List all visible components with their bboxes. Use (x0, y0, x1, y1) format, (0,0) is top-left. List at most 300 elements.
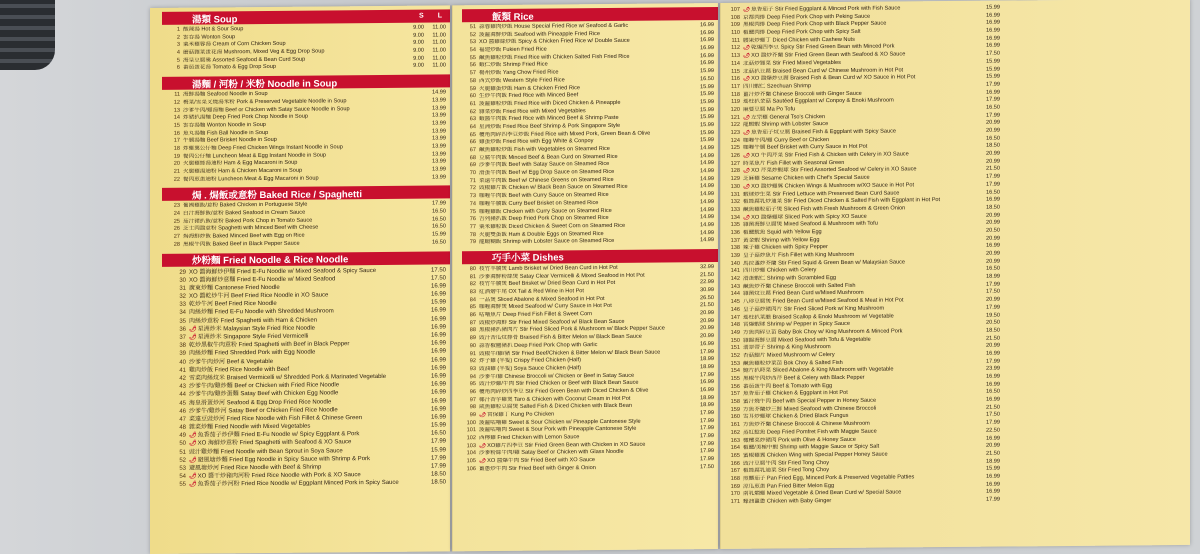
item-number: 49 (179, 432, 186, 439)
item-name: 豉汁炒雞/牛肉 Stir Fried Chicken or Beef with Black Bean Sauce (479, 379, 639, 388)
item-price: 19.50 (986, 312, 1000, 319)
item-name: 梅菜/雪菜叉燒湯米粉 Pork & Preserved Vegetable Noodle in Soup (183, 98, 347, 106)
item-name: 黑椒牛肉飯 Baked Beef in Black Pepper Sauce (183, 240, 300, 248)
item-name: 黑椒牛肉炒西芹 Beef & Celery with Black Pepper (743, 374, 865, 382)
item-name: XO 醬爆雞球 Sliced Pork with Spicy XO Sauce (751, 213, 867, 221)
item-number: 89 (469, 335, 476, 342)
item-name: 福建炒飯 Fukien Fried Rice (479, 46, 547, 54)
item-number: 2 (176, 34, 180, 41)
item-name: 豉椒雞片飯 Chicken w/ Black Bean Sauce on Steamed Rice (479, 184, 628, 192)
item-number: 128 (730, 168, 740, 175)
item-number: 91 (469, 350, 476, 357)
item-name: 肉絲炒意粉 Fried Spaghetti with Ham & Chicken (189, 317, 318, 325)
item-price-large: 11.00 (432, 55, 446, 62)
item-number: 168 (730, 475, 740, 482)
item-number: 79 (469, 239, 476, 246)
item-number: 14 (173, 114, 180, 121)
item-number: 97 (469, 396, 476, 403)
item-number: 15 (173, 122, 180, 129)
item-name: 咖喱海鮮煲 Mixed Seafood w/ Curry Sauce in Hot Pot (479, 303, 612, 311)
item-number: 130 (730, 183, 740, 190)
item-number: 154 (730, 368, 740, 375)
item-name: XO 芹菜炒蝦球 Stir Fried Assorted Seafood w/ Celery in XO Sauce (751, 166, 917, 175)
item-price-small: 9.00 (413, 47, 424, 54)
item-price: 14.99 (700, 183, 714, 190)
item-number: 158 (730, 398, 740, 405)
item-price: 16.99 (430, 348, 446, 355)
item-name: 椰汁香芋雞煲 Taro & Chicken with Coconut Cream in Hot Pot (479, 395, 631, 403)
item-price: 16.99 (700, 387, 714, 394)
item-price-small: 9.00 (413, 55, 424, 62)
item-number: 41 (179, 367, 186, 374)
item-name: 粟米雞粒飯 Diced Chicken & Sweet Corn on Steamed Rice (479, 222, 626, 231)
item-price: 16.99 (986, 89, 1000, 96)
chili-icon: 🌶 (189, 457, 197, 464)
item-price: 16.99 (430, 414, 446, 421)
item-number: 116 (731, 76, 740, 83)
menu-item (168, 63, 446, 73)
item-price: 14.99 (700, 168, 714, 175)
item-number: 36 (179, 326, 186, 333)
item-number: 56 (469, 62, 476, 69)
item-name: XO 醬海鮮炒意麵 Fried E-Fu Noodle w/ Mixed Seafood (189, 276, 336, 284)
item-number: 54 (469, 47, 476, 54)
item-name: 方魚芥蘭炒三鮮 Mixed Seafood with Chinese Broccoli (743, 405, 877, 413)
item-number: 110 (731, 29, 740, 36)
item-name: 菠蘿雞粒炒飯 Fried Rice with Diced Chicken & Pineapple (479, 99, 621, 108)
item-number: 104 (466, 450, 476, 457)
chili-icon: 🌶 (743, 168, 751, 175)
item-name: 咖喱牛肉/雞 Curry Beef or Chicken (743, 136, 830, 144)
section-title: 飯類 Rice (492, 11, 534, 23)
item-number: 122 (730, 122, 740, 129)
item-number: 121 (730, 114, 740, 121)
item-number: 134 (730, 214, 740, 221)
item-name: 蒜香椒鹽豬扒 Deep Fried Pork Chop with Garlic (479, 341, 598, 349)
item-number: 32 (179, 293, 186, 300)
item-price: 16.99 (430, 340, 446, 347)
item-number: 140 (730, 260, 740, 267)
item-number: 64 (469, 124, 476, 131)
item-price: 15.99 (986, 73, 1000, 80)
item-number: 37 (179, 334, 186, 341)
item-number: 165 (730, 452, 740, 459)
item-name: 菠蘿咕嚕雞 Sweet & Sour Chicken w/ Pineapple Cantonese Style (479, 418, 641, 426)
item-number: 147 (730, 314, 740, 321)
item-name: 雲吞湯 Wonton Soup (183, 33, 236, 41)
item-price: 13.99 (432, 120, 446, 127)
item-name: 宮爆蝦球 Shrimp w/ Pepper in Spicy Sauce (743, 321, 850, 329)
item-name: 椒絲腐乳炒通菜 Stir Fried Diced Chicken & Salted Fish with Eggplant in Hot Pot (743, 197, 941, 206)
item-price: 17.50 (986, 50, 1000, 57)
item-name: 椒鹽/美極中蝦 Shrimp with Maggie Sauce or Spicy Salt (743, 443, 880, 452)
item-name: 菠蘿海鮮炒飯 Seafood with Pineapple Fried Rice (479, 30, 600, 38)
item-number: 39 (179, 351, 186, 358)
item-price: 21.50 (700, 302, 714, 309)
item-price: 14.99 (432, 89, 446, 96)
item-number: 61 (469, 101, 476, 108)
item-price: 16.99 (986, 396, 1000, 403)
item-number: 40 (179, 359, 186, 366)
chili-icon: 🌶 (743, 45, 751, 52)
item-price: 15.99 (986, 465, 1000, 472)
item-price: 16.50 (986, 104, 1000, 111)
item-number: 92 (469, 358, 476, 365)
item-name: 咕嚕魚片 Deep Fried Fish Fillet & Sweet Corn (479, 311, 593, 319)
item-number: 139 (730, 252, 740, 259)
item-name: 煎釀茄子 Pan Fried Egg, Minced Pork & Preserved Vegetable Patties (743, 474, 915, 482)
item-name: 雜菜炒麵 Fried Noodle with Mixed Vegetables (189, 423, 311, 431)
item-name: XO 醬海鮮炒伊麵 Fried E-Fu Noodle w/ Mixed Seafood & Spicy Sauce (189, 267, 377, 276)
item-price: 13.99 (432, 127, 446, 135)
item-number: 46 (179, 408, 186, 415)
item-number: 124 (730, 137, 740, 144)
item-name: 蝦醬牛肉飯 Fried Rice with Minced Beef & Shrimp Paste (479, 115, 619, 123)
item-price: 20.99 (986, 250, 1000, 257)
item-name: 滑蛋蝦仁 Shrimp with Scrambled Egg (743, 275, 836, 282)
item-number: 146 (730, 306, 740, 313)
item-name: 枝竹牛腩煲 Beef Brisket w/ Dried Bean Curd in Hot Pot (479, 280, 616, 288)
item-number: 71 (469, 177, 476, 184)
item-price: 18.99 (986, 458, 1000, 465)
item-number: 75 (469, 208, 476, 215)
item-number: 150 (730, 337, 740, 344)
item-name: 炸子雞 (半隻) Crispy Fried Chicken (Half) (479, 357, 581, 365)
item-number: 54 (179, 473, 186, 480)
item-number: 88 (469, 327, 476, 334)
item-price: 21.50 (700, 271, 714, 278)
chili-icon: 🌶 (743, 129, 751, 136)
item-name: 餐肉公仔麵 Luncheon Meat & Egg Instant Noodle in Soup (183, 152, 327, 160)
item-number: 148 (730, 322, 740, 329)
item-name: 焗海鮮炒飯 Baked Minced Beef with Egg on Rice (183, 232, 305, 240)
item-price: 22.99 (700, 279, 714, 286)
item-price: 17.99 (700, 425, 714, 432)
item-number: 26 (173, 226, 180, 233)
item-price: 16.50 (432, 216, 446, 223)
item-number: 62 (469, 108, 476, 115)
item-name: 皇子菇炒豬肉片 Stir Fried Sliced Pork w/ King Mushroom (743, 305, 885, 313)
item-name: 雲吞湯麵 Wonton Noodle in Soup (183, 121, 266, 129)
item-number: 85 (469, 304, 476, 311)
item-price: 17.99 (430, 438, 446, 445)
item-number: 117 (731, 83, 740, 90)
item-number: 164 (730, 445, 740, 452)
item-name: 豉油雞 (半隻) Soya Sauce Chicken (Half) (479, 365, 581, 373)
item-number: 90 (469, 342, 476, 350)
item-name: 火腿雙蛋飯 Ham & Double Eggs on Steamed Rice (479, 230, 604, 238)
item-number: 19 (173, 153, 180, 160)
item-price: 18.50 (986, 142, 1000, 150)
item-number: 162 (730, 429, 740, 436)
item-price: 16.99 (430, 324, 446, 331)
item-number: 59 (469, 85, 476, 92)
item-name: 星洲炒飯 Fried Rice Beef Shrimp & Pork Singapore Style (479, 122, 621, 131)
item-name: 火腿雞絲湯通粉 Ham & Egg Macaroni in Soup (183, 160, 298, 168)
item-number: 127 (730, 160, 740, 167)
item-price: 15.99 (700, 91, 714, 98)
size-small-label: S (419, 12, 424, 20)
item-name: 雜錦海鮮豆腐 Mixed Seafood with Tofu & Vegetable (743, 336, 871, 344)
item-price: 15.99 (700, 114, 714, 121)
item-price: 16.50 (432, 208, 446, 215)
item-name: 翡翠帶子 Shrimp & King Mushroom (743, 344, 831, 352)
item-price: 17.99 (986, 173, 1000, 180)
item-name: 黃金蝦 Shrimp with Yellow Egg (743, 236, 820, 244)
item-price: 16.99 (430, 307, 446, 314)
item-price: 15.99 (700, 137, 714, 144)
item-number: 159 (730, 406, 740, 413)
item-number: 13 (173, 107, 180, 114)
item-name: XO 牛肉芹菜 Stir Fried Fish & Chicken with Celery in XO Sauce (751, 151, 909, 159)
item-number: 163 (730, 437, 740, 444)
item-name: 黑椒肉排 Deep Fried Pork Chop with Black Pepper Sauce (743, 20, 887, 29)
item-name: 咸魚雞粒豆腐煲 Salted Fish & Diced Chicken with Black Bean (479, 403, 632, 411)
item-number: 69 (469, 162, 476, 169)
section-header-baked (162, 186, 450, 202)
item-name: 方魚炒芥蘭 Chinese Broccoli & Chinese Mushroom (743, 420, 870, 428)
item-name: 避風塘炒河 Fried Rice Noodle with Beef & Shrimp (189, 464, 322, 472)
item-name: XO 醬雞絲炒飯 Spicy & Chicken Fried Rice w/ Double Sauce (479, 38, 630, 46)
item-number: 38 (179, 342, 186, 349)
item-number: 105 (466, 458, 476, 465)
item-name: 咖喱雞飯 Chicken with Curry Sauce on Steamed Rice (479, 207, 612, 215)
item-name: 時菜魚片 Fish Fillet with Seasonal Green (743, 159, 845, 167)
rice-list (452, 22, 718, 247)
item-price: 16.99 (430, 365, 446, 372)
menu-item (464, 464, 714, 474)
section-header-dishes (462, 249, 718, 264)
item-price-large: 11.00 (432, 39, 446, 46)
item-name: 魚香茄子炒伊麵 Fried E-Fu Noodle w/ Spicy Eggplant & Pork (197, 431, 360, 439)
item-name: XO 海鮮炒意粉 Fried Spaghetti with Seafood & XO Sauce (197, 439, 352, 448)
item-name: 豉汁雞炒麵 Fried Noodle with Bean Sprout in Soya Sauce (189, 447, 343, 456)
item-number: 166 (730, 460, 740, 467)
item-name: 黑椒豬扒豬肉片 Stir Fried Sliced Pork & Mushroom w/ Black Pepper Sauce (479, 325, 665, 334)
item-number: 22 (173, 176, 180, 183)
item-name: XO 醬炒雞翼 Chicken Wings & Mushroom w/XO Sauce in Hot Pot (751, 182, 915, 190)
item-number: 98 (469, 404, 476, 411)
noodle-soup-list (150, 90, 450, 185)
item-price: 16.99 (986, 435, 1000, 442)
section-title: 巧手小菜 Dishes (492, 252, 564, 265)
item-price-large: 11.00 (432, 47, 446, 54)
item-number: 84 (469, 296, 476, 303)
item-price: 16.99 (986, 242, 1000, 250)
item-price: 16.99 (430, 381, 446, 388)
item-number: 12 (173, 99, 180, 106)
menu-fold (450, 5, 453, 551)
item-price: 15.99 (700, 106, 714, 113)
item-price: 14.99 (700, 160, 714, 167)
item-name: 茄汁豬扒飯/意粉 Baked Pork Chop in Tomato Sauce (183, 217, 313, 225)
item-number: 142 (730, 275, 740, 282)
item-name: 魚香茄子炆豆腐 Braised Fish & Eggplant with Spicy Sauce (751, 128, 896, 136)
item-price: 16.99 (986, 196, 1000, 203)
item-price: 16.99 (986, 350, 1000, 357)
item-number: 126 (730, 152, 740, 159)
item-name: 沙爹海鮮粉絲煲 Satay Clear Vermicelli & Mixed Seafood in Hot Pot (479, 272, 645, 280)
section-title: 湯類 Soup (192, 13, 238, 26)
item-name: XO 醬炒芥蘭 Stir Fried Green Bean with Seafood & XO Sauce (751, 51, 906, 59)
chili-icon: 🌶 (479, 442, 487, 449)
item-number: 18 (173, 145, 180, 152)
item-name: 皇子菇炒魚片 Fish Fillet with King Mushroom (743, 251, 855, 259)
item-price: 17.99 (700, 456, 714, 463)
item-price: 18.99 (700, 356, 714, 363)
menu-item (168, 239, 446, 249)
item-number: 43 (179, 383, 186, 390)
item-price: 17.99 (700, 448, 714, 455)
item-price: 16.99 (430, 291, 446, 298)
item-name: 星洲炒米 Malaysian Style Fried Rice Noodle (197, 325, 315, 333)
item-name: 瑤柱扒金菇 Sautéed Eggplant w/ Conpoy & Enoki Mushroom (743, 97, 894, 106)
item-name: 杏菇鮑片 Mixed Mushroom w/ Celery (743, 351, 835, 359)
item-name: 薑蔥炒牛肉 Stir Fried Beef with Ginger & Onion (479, 464, 596, 472)
item-price: 15.99 (700, 129, 714, 136)
section-header-rice (462, 7, 718, 22)
item-name: 四川炒雞 Chicken with Celery (743, 267, 817, 275)
item-price: 16.50 (986, 135, 1000, 142)
item-price: 17.99 (986, 419, 1000, 426)
item-price: 20.99 (700, 317, 714, 324)
item-price: 20.50 (986, 227, 1000, 234)
item-number: 101 (466, 427, 476, 434)
item-number: 78 (469, 231, 476, 238)
section-title: 炒粉麵 Fried Noodle & Rice Noodle (192, 254, 349, 267)
item-price: 16.50 (986, 388, 1000, 396)
item-name: 肉絲炒麵 Fried E-Fu Noodle with Shredded Mushroom (189, 308, 334, 317)
item-number: 151 (730, 345, 740, 352)
item-name: 紅酒燴牛尾 OX Tail & Red Wine in Hot Pot (479, 288, 584, 296)
item-name: 沙爹牛肉飯 Beef with Satay Sauce on Steamed Rice (479, 161, 610, 169)
item-number: 25 (173, 218, 180, 225)
item-price: 17.99 (986, 181, 1000, 188)
item-price: 20.99 (700, 325, 714, 332)
item-price: 16.99 (430, 406, 446, 413)
item-price: 16.99 (430, 389, 446, 396)
item-name: 楊州炒飯 Yang Chow Fried Rice (479, 69, 559, 77)
item-price: 17.99 (986, 81, 1000, 88)
item-name: 四川蝦仁 Szechuan Shrimp (743, 83, 812, 90)
item-name: XO 醬乾炒牛河 Beef Fried Rice Noodle in XO Sauce (189, 292, 329, 300)
item-name: 酸辣湯 Hot & Sour Soup (183, 26, 244, 33)
menu-panel-middle (452, 3, 718, 551)
item-name: 龍蝦糊飯 Shrimp with Lobster Sauce on Steamed Rice (479, 238, 615, 246)
item-number: 156 (730, 383, 740, 390)
item-number: 135 (730, 222, 740, 229)
item-name: 雞肉炒飯 Fried Rice Noodle with Beef (189, 366, 290, 374)
item-number: 137 (730, 237, 740, 244)
item-price: 18.99 (986, 273, 1000, 280)
item-number: 112 (731, 45, 740, 52)
item-number: 5 (176, 57, 180, 64)
item-price: 16.99 (430, 332, 446, 339)
item-price: 16.99 (700, 22, 714, 29)
item-name: 乾炒黑椒牛肉意粉 Fried Spaghetti with Beef in Black Pepper (189, 341, 350, 349)
item-price: 20.99 (986, 219, 1000, 226)
item-name: 椒絲腐乳通菜 Stir Fried Tong Choy (743, 467, 830, 475)
item-price-large: 11.00 (432, 24, 446, 31)
item-price: 26.50 (700, 294, 714, 301)
item-name: 菜遠牛肉飯 Beef w/ Chinese Greens on Steamed Rice (479, 176, 614, 184)
item-price: 15.99 (700, 68, 714, 75)
item-price: 17.99 (700, 371, 714, 378)
item-price: 21.50 (986, 335, 1000, 342)
item-name: 豉椒牛/雞/豬 Stir Fried Beef/Chicken & Bitter Melon w/ Black Bean Sauce (479, 349, 661, 357)
item-price: 15.99 (986, 58, 1000, 65)
item-name: 避風塘炒麵 Fried Egg Noodle in Spicy Sauce with Shrimp & Pork (197, 455, 371, 464)
item-price: 18.50 (986, 327, 1000, 334)
item-price: 16.99 (986, 381, 1000, 388)
item-price: 20.99 (986, 127, 1000, 134)
item-price: 16.50 (986, 265, 1000, 273)
soup-list (150, 24, 450, 73)
item-number: 11 (174, 91, 180, 98)
item-number: 129 (730, 175, 740, 183)
item-name: 椒鹽魷魚 Squid with Yellow Egg (743, 229, 822, 236)
item-number: 66 (469, 139, 476, 146)
item-price: 16.99 (986, 27, 1000, 34)
item-price: 20.99 (700, 333, 714, 340)
item-number: 138 (730, 245, 740, 252)
item-number: 93 (469, 366, 476, 373)
item-number: 171 (730, 498, 740, 505)
item-number: 94 (469, 373, 476, 380)
chili-icon: 🌶 (743, 214, 751, 221)
item-name: 北菇炒雜菜 Stir Fried Mixed Vegetables (743, 59, 841, 67)
item-number: 108 (730, 14, 740, 21)
item-price: 17.99 (986, 112, 1000, 119)
item-number: 143 (730, 283, 740, 290)
item-name: 鹹魚雞粒茄子煲 Sliced Fish with Fresh Mushroom & Green Onion (743, 205, 906, 213)
item-name: 咖喱牛腩飯 Curry Beef Brisket on Steamed Rice (479, 199, 599, 207)
item-number: 76 (469, 216, 476, 223)
item-name: 麻婆豆腐 Ma Po Tofu (743, 106, 796, 113)
item-number: 103 (466, 442, 476, 449)
item-name: 蒜蓉雞肉炒飯 House Special Fried Rice w/ Seafood & Garlic (479, 22, 629, 31)
item-number: 53 (179, 465, 186, 472)
item-price: 20.50 (986, 319, 1000, 326)
item-name: 方魚肉碎豆苗 Baby Bok Choy w/ King Mushroom & Minced Pork (743, 328, 903, 336)
item-number: 63 (469, 116, 476, 123)
item-price: 17.99 (986, 96, 1000, 103)
item-number: 51 (469, 24, 476, 31)
item-number: 114 (731, 60, 740, 67)
item-name: 白汁海鮮飯/意粉 Baked Seafood in Cream Sauce (183, 209, 306, 217)
item-price: 15.99 (432, 231, 446, 238)
item-price: 16.99 (430, 283, 446, 290)
item-price: 17.99 (700, 440, 714, 447)
item-number: 53 (469, 39, 476, 46)
item-number: 100 (466, 419, 476, 426)
item-number: 144 (730, 291, 740, 298)
item-name: 沙爹牛肉炒河 Beef & Vegetable (189, 358, 274, 366)
item-price: 16.99 (430, 316, 446, 323)
item-price: 20.99 (986, 296, 1000, 303)
item-number: 51 (179, 449, 186, 456)
item-number: 113 (731, 52, 740, 60)
item-name: 滑蛋牛肉飯 Beef w/ Egg Drop Sauce on Steamed Rice (479, 169, 615, 177)
item-name: 蝦球炒生菜 Stir Fried Lettuce with Preserved Bean Curd Sauce (743, 189, 900, 198)
item-price: 16.99 (700, 60, 714, 67)
item-name: 魚香茄子雞 Chicken & Eggplant in Hot Pot (743, 390, 848, 398)
item-name: 芝麻雞 Sesame Chicken with Chef's Special Sauce (743, 174, 870, 182)
chili-icon: 🌶 (189, 441, 197, 448)
item-price: 20.99 (986, 342, 1000, 349)
item-number: 132 (730, 199, 740, 206)
chili-icon: 🌶 (743, 114, 751, 121)
